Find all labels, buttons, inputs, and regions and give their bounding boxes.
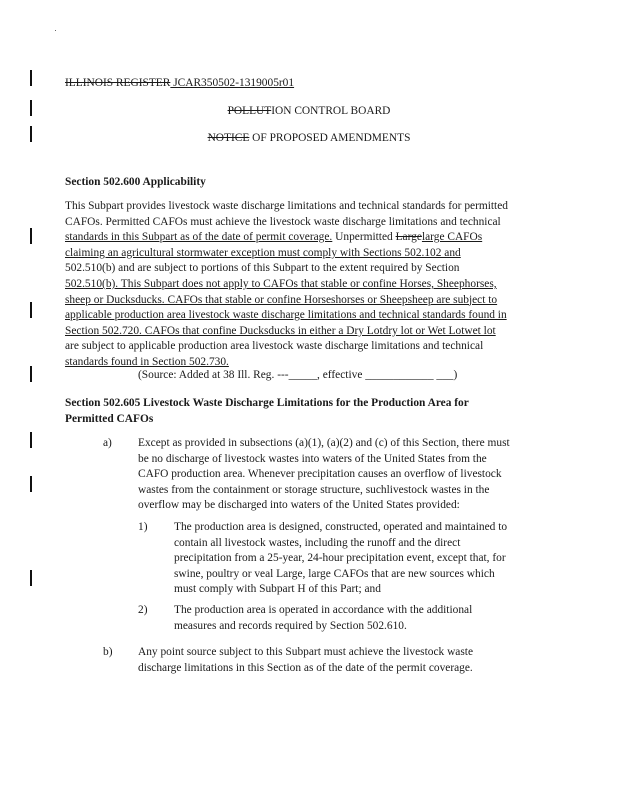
change-bar (30, 476, 32, 492)
notice-title: NOTICE OF PROPOSED AMENDMENTS (207, 132, 411, 144)
item-1-label: 1) (138, 521, 148, 533)
section-600-heading: Section 502.600 Applicability (65, 176, 206, 188)
change-bar (30, 70, 32, 86)
item-2-label: 2) (138, 604, 148, 616)
body-line: Section 502.720. CAFOs that confine Ducksducks in either a Dry Lotdry lot or Wet Lotwet lot (65, 324, 496, 337)
scan-speck (55, 30, 56, 31)
change-bar (30, 366, 32, 382)
item-1-text: The production area is designed, constructed, operated and maintained to contain all livestock wastes, including the runoff and the direct precipitation from a 25-year, 24-hour precipitation event, except that, for swine, poultry or veal Large, large CAFOs that are new sources which must comply with Subpart H of this Part; and (174, 521, 508, 596)
body-line: 502.510(b). This Subpart does not apply to CAFOs that stable or confine Horses, Sheephorses, (65, 277, 497, 290)
register-id: JCAR350502-1319005r01 (170, 77, 295, 89)
body-line: 502.510(b) and are subject to portions of this Subpart to the extent required by Section (65, 262, 460, 275)
change-bar (30, 302, 32, 318)
subsection-a-label: a) (103, 437, 112, 449)
body-line: claiming an agricultural stormwater exception must comply with Sections 502.102 and (65, 246, 461, 259)
subsection-a-text: Except as provided in subsections (a)(1), (a)(2) and (c) of this Section, there must be no discharge of livestock wastes into waters of the United States from the CAFO production area. Whenever precipitation causes an overflow of livestock wastes from the containment or storage structure, suchlivestock wastes in the overflow may be discharged into waters of the United States provided: (138, 437, 510, 512)
change-bar (30, 432, 32, 448)
source-note: (Source: Added at 38 Ill. Reg. ---_____, effective ____________ ___) (138, 369, 458, 381)
register-line (65, 76, 294, 92)
section-600-body (65, 199, 535, 371)
body-line: sheep or Ducksducks. CAFOs that stable or confine Horseshorses or Sheepsheep are subject to (65, 293, 498, 306)
board-title: POLLUTION CONTROL BOARD (227, 105, 391, 117)
body-line: This Subpart provides livestock waste discharge limitations and technical standards for permitted (65, 200, 508, 212)
item-2-text: The production area is operated in accordance with the additional measures and records required by Section 502.610. (174, 604, 473, 632)
body-line: applicable production area livestock waste discharge limitations and technical standards found in (65, 309, 507, 322)
subsection-b-text: Any point source subject to this Subpart must achieve the livestock waste discharge limitations in this Section as of the date of the permit coverage. (138, 646, 474, 674)
body-line: are subject to applicable production area livestock waste discharge limitations and technical (65, 340, 484, 353)
subsection-b-label: b) (103, 646, 113, 658)
body-line: standards in this Subpart as of the date of permit coverage. Unpermitted Largelarge CAFOs (65, 231, 483, 244)
body-line: standards found in Section 502.730. (65, 355, 229, 368)
change-bar (30, 570, 32, 586)
register-struck: ILLINOIS REGISTER (65, 77, 171, 89)
change-bar (30, 228, 32, 244)
section-605-heading: Section 502.605 Livestock Waste Discharge Limitations for the Production Area for Permitted CAFOs (65, 397, 469, 425)
body-line: CAFOs. Permitted CAFOs must achieve the livestock waste discharge limitations and technical (65, 215, 501, 228)
